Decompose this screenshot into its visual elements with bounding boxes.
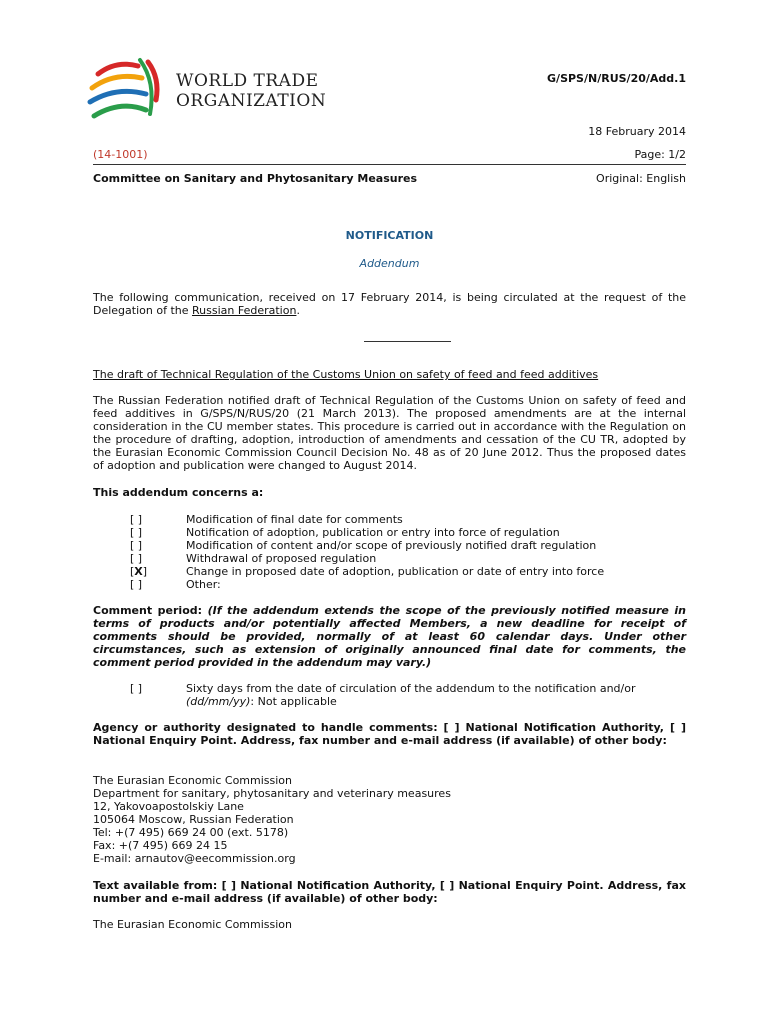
address-line: The Eurasian Economic Commission <box>93 774 292 787</box>
agency-heading: Agency or authority designated to handle comments: [ ] National Notification Authority, [ ] National Enquiry Point. Address, fax number and e-mail address (if available) of other body: <box>93 721 686 747</box>
org-name-line1: WORLD TRADE <box>176 71 319 91</box>
checklist-item <box>93 539 686 552</box>
comment-period <box>93 604 686 669</box>
date-format: (dd/mm/yy) <box>186 695 251 708</box>
comment-period-text: (If the addendum extends the scope of the previously notified measure in terms of products and/or potentially affected Members, a new deadline for receipt of comments should be provided, normally of at least 60 calendar days. Under other circumstances, such as extension of originally announced final date for comments, the comment period provided in the addendum may vary.) <box>93 604 686 669</box>
comment-period-label: Comment period: <box>93 604 208 617</box>
text-available-heading: Text available from: [ ] National Notification Authority, [ ] National Enquiry Point. Address, fax number and e-mail address (if available) of other body: <box>93 879 686 905</box>
sixty-days-line2 <box>186 695 686 708</box>
checklist-item <box>93 552 686 565</box>
body-paragraph: The Russian Federation notified draft of Technical Regulation of the Customs Union on safety of feed and feed additives in G/SPS/N/RUS/20 (21 March 2013). The proposed amendments are at the internal consideration in the CU member states. This procedure is carried out in accordance with the Regulation on the procedure of drafting, adoption, introduction of amendments and cessation of the CU TR, adopted by the Eurasian Economic Commission Council Decision No. 48 as of 20 June 2012. Thus the proposed dates of adoption and publication were changed to August 2014. <box>93 394 686 472</box>
bracket-open: [ <box>130 565 135 578</box>
address-phone: Tel: +(7 495) 669 24 00 (ext. 5178) <box>93 826 289 839</box>
document-date: 18 February 2014 <box>588 125 686 138</box>
address-line: Department for sanitary, phytosanitary and veterinary measures <box>93 787 451 800</box>
intro-paragraph <box>93 291 686 317</box>
bracket-close: ] <box>142 565 148 578</box>
checkbox-mark: [ ] <box>130 578 143 591</box>
checklist-item-label: Withdrawal of proposed regulation <box>186 552 377 565</box>
committee-name: Committee on Sanitary and Phytosanitary Measures <box>93 172 418 185</box>
checklist-item-label: Change in proposed date of adoption, publication or date of entry into force <box>186 565 605 578</box>
checkbox-mark: [ ] <box>130 552 143 565</box>
notification-title: NOTIFICATION <box>345 229 434 242</box>
checklist-item-label: Modification of final date for comments <box>186 513 403 526</box>
checklist-item <box>93 513 686 526</box>
checklist-item-label: Modification of content and/or scope of previously notified draft regulation <box>186 539 597 552</box>
section-divider <box>364 341 451 342</box>
address-line: 12, Yakovoapostolskiy Lane <box>93 800 244 813</box>
sixty-days-text <box>186 682 686 708</box>
intro-text-after: . <box>296 304 300 317</box>
intro-text-before: The following communication, received on 17 February 2014, is being circulated at the request of the Delegation of the <box>93 291 686 317</box>
text-available-body: The Eurasian Economic Commission <box>93 918 292 931</box>
org-name-line2: ORGANIZATION <box>176 91 327 111</box>
member-name: Russian Federation <box>192 304 297 317</box>
addendum-type-checklist <box>93 513 686 591</box>
address-line: 105064 Moscow, Russian Federation <box>93 813 294 826</box>
subject-heading: The draft of Technical Regulation of the Customs Union on safety of feed and feed additives <box>93 368 599 381</box>
document-symbol: G/SPS/N/RUS/20/Add.1 <box>547 72 686 85</box>
checkbox-mark: [ ] <box>130 526 143 539</box>
agency-address <box>93 774 686 865</box>
sixty-days-line1: Sixty days from the date of circulation of the addendum to the notification and/or <box>186 682 636 695</box>
addendum-subtitle: Addendum <box>359 257 420 270</box>
sixty-days-option <box>93 682 686 708</box>
address-fax: Fax: +(7 495) 669 24 15 <box>93 839 228 852</box>
checklist-item <box>93 526 686 539</box>
document-number: (14-1001) <box>93 148 148 161</box>
concerns-label: This addendum concerns a: <box>93 486 264 499</box>
checkbox-mark: [ ] <box>130 513 143 526</box>
header-divider <box>93 164 686 165</box>
checkbox-mark-checked <box>130 565 147 578</box>
not-applicable: : Not applicable <box>250 695 337 708</box>
original-language: Original: English <box>596 172 686 185</box>
page-counter: Page: 1/2 <box>634 148 686 161</box>
checkbox-mark: [ ] <box>130 682 143 695</box>
checklist-item-label: Notification of adoption, publication or entry into force of regulation <box>186 526 560 539</box>
checklist-item <box>93 578 686 591</box>
checklist-item-selected <box>93 565 686 578</box>
address-email: E-mail: arnautov@eecommission.org <box>93 852 296 865</box>
checkbox-mark: [ ] <box>130 539 143 552</box>
wto-logo-icon <box>86 56 164 132</box>
checklist-item-label: Other: <box>186 578 221 591</box>
check-x: X <box>134 565 143 578</box>
